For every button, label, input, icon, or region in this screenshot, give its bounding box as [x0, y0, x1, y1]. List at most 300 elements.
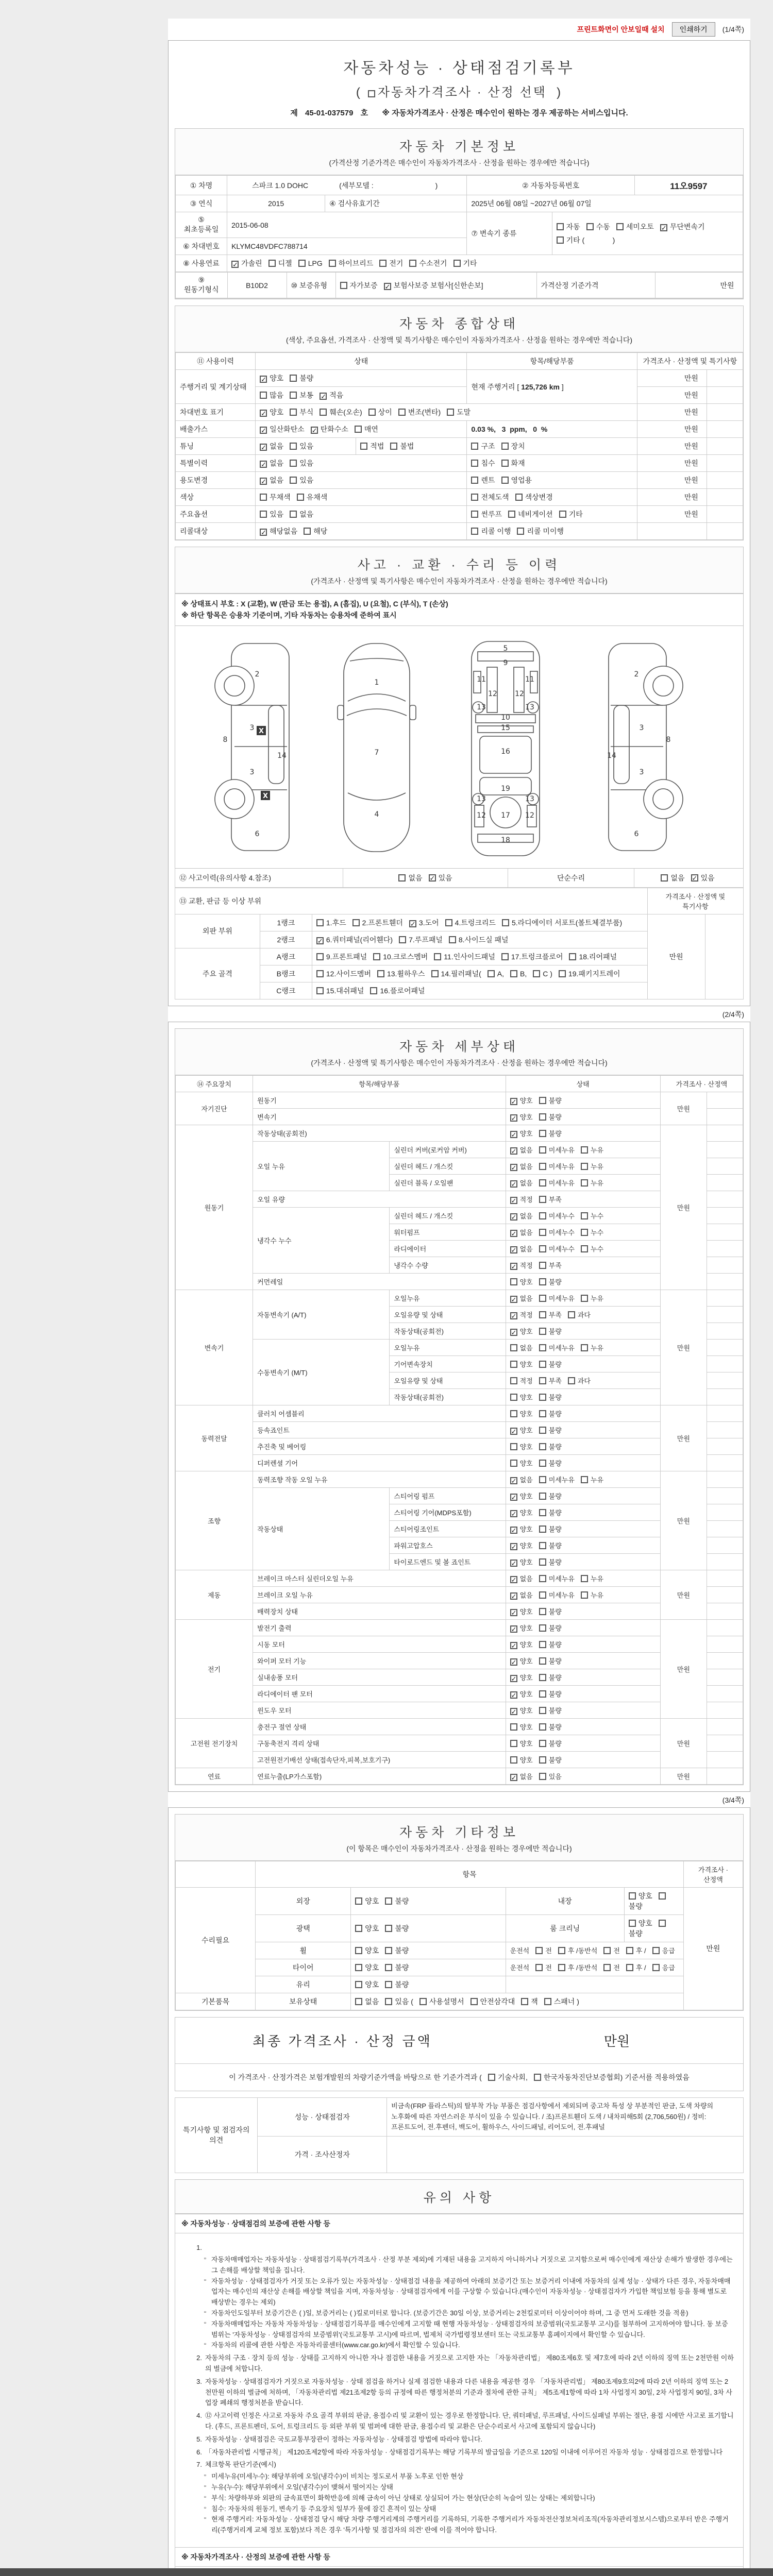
checkbox-unchecked[interactable] [431, 970, 439, 977]
price-blank-cell [707, 1323, 743, 1339]
panel-number: 5 [503, 644, 508, 653]
checkbox-unchecked[interactable] [626, 1964, 633, 1971]
option-label: 양호 [519, 1525, 533, 1533]
checkbox-unchecked[interactable] [398, 874, 406, 882]
checkbox-unchecked[interactable] [539, 1591, 546, 1599]
checkbox-checked[interactable]: ✓ [511, 1180, 517, 1188]
checkbox-checked[interactable]: ✓ [311, 427, 317, 434]
checkbox-unchecked[interactable] [539, 1460, 546, 1467]
checkbox-checked[interactable]: ✓ [511, 1493, 517, 1501]
checkbox-checked[interactable]: ✓ [692, 874, 698, 882]
option-label: 부족 [548, 1195, 562, 1204]
item-label: 윈도우 모터 [253, 1702, 506, 1718]
checkbox-unchecked[interactable] [298, 260, 306, 267]
checkbox-unchecked[interactable] [290, 511, 297, 518]
checkbox-unchecked[interactable] [434, 953, 441, 960]
checkbox-checked[interactable]: ✓ [511, 1477, 517, 1485]
checkbox-checked[interactable]: ✓ [261, 427, 267, 434]
checkbox-unchecked[interactable] [501, 460, 509, 467]
print-button[interactable]: 인쇄하기 [672, 22, 715, 37]
option-label: 많음 [270, 391, 284, 399]
item-label: 워터펌프 [390, 1224, 506, 1240]
checkbox-unchecked[interactable] [539, 1427, 546, 1434]
checkbox-unchecked[interactable] [290, 443, 297, 450]
checkbox-unchecked[interactable] [385, 1925, 392, 1932]
checkbox-unchecked[interactable] [290, 409, 297, 416]
checkbox-unchecked[interactable] [539, 1262, 546, 1269]
checkbox-unchecked[interactable] [502, 919, 509, 926]
checkbox-unchecked[interactable] [449, 936, 456, 943]
sub-group-label: 냉각수 누수 [253, 1207, 390, 1273]
checkbox-unchecked[interactable] [659, 1920, 666, 1927]
checkbox-checked[interactable]: ✓ [511, 1262, 517, 1270]
checkbox-unchecked[interactable] [581, 1245, 588, 1252]
checkbox-unchecked[interactable] [447, 409, 454, 416]
checkbox-unchecked[interactable] [355, 426, 362, 433]
fuel-options [227, 255, 743, 272]
checkbox-checked[interactable]: ✓ [511, 1674, 517, 1683]
checkbox-unchecked[interactable] [539, 1196, 546, 1203]
checkbox-unchecked[interactable] [539, 1493, 546, 1500]
final-price-note [175, 2064, 743, 2091]
checkbox-unchecked[interactable] [539, 1443, 546, 1450]
checkbox-unchecked[interactable] [501, 443, 509, 450]
item-label: 실린더 헤드 / 개스킷 [390, 1207, 506, 1224]
detail-status-table [175, 1075, 743, 1785]
checkbox-unchecked[interactable] [316, 919, 324, 926]
checkbox-checked[interactable]: ✓ [511, 1163, 517, 1172]
checkbox-unchecked[interactable] [510, 1723, 517, 1731]
checkbox-unchecked[interactable] [368, 409, 376, 416]
simple-repair-options [634, 869, 741, 887]
checkbox-unchecked[interactable] [304, 528, 311, 535]
checkbox-unchecked[interactable] [539, 1163, 546, 1170]
checkbox-unchecked[interactable] [471, 494, 478, 501]
checkbox-unchecked[interactable] [355, 1981, 362, 1988]
checkbox-unchecked[interactable] [320, 409, 327, 416]
color-price: 만원 [637, 489, 707, 506]
panel-number: 13 [525, 794, 534, 803]
checkbox-unchecked[interactable] [539, 1377, 546, 1384]
checkbox-checked[interactable]: ✓ [384, 282, 391, 291]
checkbox-unchecked[interactable] [568, 1311, 575, 1318]
checkbox-unchecked[interactable] [661, 874, 668, 882]
checkbox-unchecked[interactable] [471, 528, 478, 535]
checkbox-unchecked[interactable] [539, 1130, 546, 1137]
vin-mark-options [256, 404, 637, 421]
checkbox-unchecked[interactable] [355, 1925, 362, 1932]
checkbox-checked[interactable]: ✓ [511, 1229, 517, 1238]
checkbox-unchecked[interactable] [260, 511, 267, 518]
checkbox-unchecked[interactable] [581, 1229, 588, 1236]
emission-label: 배출가스 [176, 421, 256, 438]
checkbox-checked[interactable]: ✓ [511, 1246, 517, 1254]
checkbox-checked[interactable]: ✓ [232, 261, 238, 268]
item-label: 브레이크 오일 누유 [253, 1586, 506, 1603]
sub-group-label: 수동변속기 (M/T) [253, 1339, 390, 1405]
checkbox-unchecked[interactable] [377, 970, 384, 977]
checkbox-unchecked[interactable] [581, 1163, 588, 1170]
checkbox-unchecked[interactable] [510, 1740, 517, 1747]
checkbox-unchecked[interactable] [539, 1756, 546, 1764]
checkbox-unchecked[interactable] [569, 953, 576, 960]
checkbox-unchecked[interactable] [355, 1998, 362, 2005]
checkbox-unchecked[interactable] [316, 953, 324, 960]
checkbox-unchecked[interactable] [559, 511, 566, 518]
inspection-period-label: ④ 검사유효기간 [325, 195, 467, 212]
col-price: 가격조사 · 산정액 및 특기사항 [637, 353, 743, 370]
mileage-price-2: 만원 [637, 387, 707, 404]
checkbox-unchecked[interactable] [510, 1756, 517, 1764]
option-label: 양호 [519, 1129, 533, 1138]
checkbox-unchecked[interactable] [488, 970, 495, 977]
rank2-label: 2랭크 [260, 931, 312, 948]
panel-number: 2 [255, 670, 260, 679]
checkbox-checked[interactable]: ✓ [511, 1559, 517, 1567]
print-install-notice[interactable]: 프린트화면이 안보일때 설치 [577, 25, 665, 33]
checkbox-unchecked[interactable] [539, 1097, 546, 1104]
checkbox-unchecked[interactable] [558, 1947, 565, 1954]
section-note-detail: (가격조사 · 산정액 및 특기사항은 매수인이 자동차가격조사 · 산정을 원하는 경우에만 적습니다) [175, 1056, 743, 1075]
checkbox-unchecked[interactable] [385, 1998, 392, 2005]
checkbox-checked[interactable]: ✓ [511, 1773, 517, 1782]
checkbox-unchecked[interactable] [539, 1542, 546, 1549]
checkbox-checked[interactable]: ✓ [511, 1213, 517, 1221]
checkbox-unchecked[interactable] [539, 1245, 546, 1252]
option-label: 누유 [590, 1344, 604, 1352]
checkbox-unchecked[interactable] [290, 375, 297, 382]
checkbox-unchecked[interactable] [539, 1558, 546, 1566]
checkbox-unchecked[interactable] [539, 1723, 546, 1731]
checkbox-unchecked[interactable] [471, 443, 478, 450]
checkbox-unchecked[interactable] [539, 1179, 546, 1187]
checkbox-checked[interactable]: ✓ [511, 1147, 517, 1155]
checkbox-unchecked[interactable] [521, 1998, 528, 2005]
checkbox-unchecked[interactable] [297, 494, 304, 501]
checkbox-unchecked[interactable] [568, 1377, 575, 1384]
checkbox-unchecked[interactable] [539, 1509, 546, 1516]
checkbox-unchecked[interactable] [581, 1591, 588, 1599]
checkbox-unchecked[interactable] [515, 494, 523, 501]
tuning-options-3 [467, 438, 637, 455]
checkbox-unchecked[interactable] [398, 409, 406, 416]
other-info-table [175, 1861, 743, 2010]
checkbox-checked[interactable]: ✓ [511, 1526, 517, 1534]
item-label: 냉각수 수량 [390, 1257, 506, 1273]
checkbox-unchecked[interactable] [539, 1146, 546, 1154]
checkbox-checked[interactable]: ✓ [511, 1625, 517, 1633]
checkbox-unchecked[interactable] [316, 970, 324, 977]
item-label: 스티어링 기어(MDPS포함) [390, 1504, 506, 1520]
checkbox-unchecked[interactable] [355, 1897, 362, 1905]
notice-bullet-list [189, 2471, 734, 2536]
reg-number-value: 11오9597 [634, 176, 743, 195]
checkbox-unchecked[interactable] [340, 282, 347, 289]
checkbox-unchecked[interactable] [385, 1897, 392, 1905]
checkbox-unchecked[interactable] [360, 443, 367, 450]
checkbox-unchecked[interactable] [510, 1377, 517, 1384]
checkbox-unchecked[interactable] [539, 1526, 546, 1533]
checkbox-unchecked[interactable] [373, 953, 380, 960]
checkbox-unchecked[interactable] [539, 1690, 546, 1698]
checkbox-unchecked[interactable] [539, 1657, 546, 1665]
checkbox-unchecked[interactable] [539, 1295, 546, 1302]
checkbox-unchecked[interactable] [629, 1920, 636, 1927]
checkbox-unchecked[interactable] [370, 987, 377, 994]
rank1-options [312, 914, 647, 931]
vin-mark-label: 차대번호 표기 [176, 404, 256, 421]
section-title-detail: 자동차 세부상태 [175, 1029, 743, 1056]
checkbox-unchecked[interactable] [390, 443, 397, 450]
page-indicator-2: (2/4쪽) [722, 1010, 744, 1019]
checkbox-checked[interactable]: ✓ [261, 410, 267, 417]
checkbox-checked[interactable]: ✓ [261, 461, 267, 468]
option-label: 양호 [519, 1739, 533, 1748]
checkbox-unchecked[interactable] [586, 223, 594, 230]
checkbox-unchecked[interactable] [539, 1773, 546, 1780]
option-label: 동반석 [578, 1947, 598, 1955]
item-status-options [506, 1388, 660, 1405]
checkbox-unchecked[interactable] [544, 1998, 551, 2005]
checkbox-checked[interactable]: ✓ [317, 937, 323, 945]
base-price-label: 가격산정 기준가격 [536, 273, 655, 298]
checkbox-checked[interactable]: ✓ [511, 1328, 517, 1336]
final-price-title: 최종 가격조사 · 산정 금액 [253, 2033, 432, 2049]
item-label: 브레이크 마스터 실린더오일 누유 [253, 1570, 506, 1586]
checkbox-unchecked[interactable] [501, 477, 509, 484]
checkbox-unchecked[interactable] [557, 236, 564, 244]
item-status-options [506, 1405, 660, 1421]
checkbox-unchecked[interactable] [539, 1361, 546, 1368]
checkbox-unchecked[interactable] [488, 2074, 495, 2081]
option-label: 없음 [519, 1476, 533, 1484]
checkbox-unchecked[interactable] [471, 477, 478, 484]
checkbox-unchecked[interactable] [652, 1964, 660, 1971]
checkbox-unchecked[interactable] [501, 953, 509, 960]
item-status-options [506, 1636, 660, 1652]
checkbox-unchecked[interactable] [510, 1344, 517, 1351]
checkbox-unchecked[interactable] [510, 1394, 517, 1401]
panel-number: 1 [374, 678, 379, 687]
polish-options [351, 1914, 506, 1942]
notice-block-1-title: ※ 자동차성능 · 상태점검의 보증에 관한 사항 등 [175, 2214, 744, 2233]
checkbox-checked[interactable]: ✓ [321, 393, 327, 400]
checkbox-unchecked[interactable] [399, 936, 406, 943]
options-label: 주요옵션 [176, 506, 256, 523]
checkbox-unchecked[interactable] [290, 460, 297, 467]
checkbox-unchecked[interactable] [539, 1740, 546, 1747]
checkbox-unchecked[interactable] [629, 1892, 636, 1900]
usage-options-1 [256, 472, 467, 489]
final-price-unit: 만원 [603, 2033, 630, 2049]
checkbox-unchecked[interactable] [559, 970, 566, 977]
checkbox-unchecked[interactable] [539, 1278, 546, 1285]
checkbox-checked[interactable]: ✓ [511, 1575, 517, 1584]
checkbox-checked[interactable]: ✓ [261, 529, 267, 536]
checkbox-unchecked[interactable] [385, 1964, 392, 1971]
checkbox-unchecked[interactable] [517, 528, 524, 535]
detail-row [176, 1438, 743, 1454]
checkbox-checked[interactable]: ✓ [511, 1608, 517, 1617]
checkbox-unchecked[interactable] [510, 1278, 517, 1285]
checkbox-unchecked[interactable] [471, 460, 478, 467]
option-label: 누유 [590, 1591, 604, 1599]
special-label: 특별이력 [176, 455, 256, 472]
checkbox-unchecked[interactable] [316, 987, 324, 994]
page-1 [168, 40, 750, 1006]
checkbox-checked[interactable]: ✓ [261, 444, 267, 451]
checkbox-unchecked[interactable] [539, 1608, 546, 1615]
checkbox-unchecked[interactable] [534, 2074, 541, 2081]
checkbox-checked[interactable]: ✓ [511, 1295, 517, 1303]
fuel-label: ⑧ 사용연료 [176, 255, 227, 272]
checkbox-unchecked[interactable] [355, 1947, 362, 1954]
group-price: 만원 [660, 1125, 707, 1290]
checkbox-unchecked[interactable] [329, 260, 336, 267]
checkbox-checked[interactable]: ✓ [511, 1707, 517, 1716]
item-status-options [506, 1240, 660, 1257]
checkbox-unchecked[interactable] [539, 1328, 546, 1335]
checkbox-unchecked[interactable] [470, 1998, 478, 2005]
checkbox-unchecked[interactable] [510, 1443, 517, 1450]
checkbox-unchecked[interactable] [652, 1947, 660, 1954]
detail-row [176, 1273, 743, 1290]
item-status-options [506, 1224, 660, 1240]
wheel-position-options [506, 1942, 683, 1959]
exchange-table [175, 888, 744, 999]
checkbox-unchecked[interactable] [539, 1476, 546, 1483]
checkbox-unchecked[interactable] [409, 260, 416, 267]
checkbox-unchecked[interactable] [539, 1575, 546, 1582]
checkbox-unchecked[interactable] [581, 1179, 588, 1187]
checkbox-unchecked[interactable] [539, 1641, 546, 1648]
checkbox-unchecked[interactable] [508, 511, 515, 518]
checkbox-unchecked[interactable] [535, 1964, 543, 1971]
checkbox-unchecked[interactable] [581, 1212, 588, 1219]
checkbox-unchecked[interactable] [471, 511, 478, 518]
checkbox-unchecked[interactable] [581, 1146, 588, 1154]
checkbox-checked[interactable]: ✓ [511, 1691, 517, 1699]
checkbox-unchecked[interactable] [510, 1410, 517, 1417]
option-label: 미세누유 [548, 1476, 575, 1484]
checkbox-checked[interactable]: ✓ [511, 1427, 517, 1435]
checkbox-unchecked[interactable] [581, 1575, 588, 1582]
checkbox-checked[interactable]: ✓ [410, 920, 416, 928]
tire-label: 타이어 [256, 1959, 351, 1976]
checkbox-checked[interactable]: ✓ [511, 1114, 517, 1122]
checkbox-unchecked[interactable] [539, 1394, 546, 1401]
checkbox-unchecked[interactable] [557, 223, 564, 230]
checkbox-unchecked[interactable] [290, 477, 297, 484]
option-label: 과다 [577, 1311, 591, 1319]
option-label: 사용설명서 [429, 1997, 464, 2006]
checkbox-unchecked[interactable] [626, 1947, 633, 1954]
checkbox-unchecked[interactable] [510, 970, 517, 977]
checkbox-unchecked[interactable] [539, 1410, 546, 1417]
checkbox-checked[interactable]: ✓ [511, 1097, 517, 1106]
checkbox-unchecked[interactable] [581, 1344, 588, 1351]
section-title-overall: 자동차 종합상태 [175, 306, 743, 333]
usage-label: 용도변경 [176, 472, 256, 489]
checkbox-checked[interactable]: ✓ [511, 1641, 517, 1650]
checkbox-checked[interactable]: ✓ [429, 874, 435, 882]
item-label: 실내송풍 모터 [253, 1669, 506, 1685]
checkbox-checked[interactable]: ✓ [261, 478, 267, 485]
checkbox-unchecked[interactable] [539, 1212, 546, 1219]
checkbox-unchecked[interactable] [260, 494, 267, 501]
checkbox-unchecked[interactable] [535, 1947, 543, 1954]
checkbox-checked[interactable]: ✓ [511, 1196, 517, 1205]
option-label: 누유 [590, 1294, 604, 1302]
item-status-options [506, 1323, 660, 1339]
checkbox-unchecked[interactable] [419, 1998, 427, 2005]
checkbox-unchecked[interactable] [659, 1892, 666, 1900]
doc-title: 자동차성능 · 상태점검기록부 [343, 60, 575, 77]
option-label: 후 / [567, 1964, 578, 1972]
opinion-row-inspector [175, 2097, 744, 2136]
checkbox-checked[interactable]: ✓ [511, 1543, 517, 1551]
checkbox-unchecked[interactable] [368, 90, 375, 97]
option-label: 10.크로스멤버 [383, 952, 428, 961]
price-blank-cell [707, 1603, 743, 1619]
checkbox-unchecked[interactable] [558, 1964, 565, 1971]
checkbox-checked[interactable]: ✓ [511, 1510, 517, 1518]
checkbox-unchecked[interactable] [603, 1947, 611, 1954]
option-label: 유채색 [306, 493, 328, 501]
checkbox-checked[interactable]: ✓ [661, 224, 667, 232]
checkbox-unchecked[interactable] [539, 1229, 546, 1236]
checkbox-unchecked[interactable] [290, 392, 297, 399]
inspector-opinion-text: 비금속(FRP 플라스틱)의 탈부착 가능 부품은 점검사항에서 제외되며 중고차 특성 상 부분적인 판금, 도색 차량의 노후화에 따른 자연스러운 부식이 있을 수 있습니다. / 조)프론트휀더 도색 / 내차피해5회 (2,706,560원) / 정비:프론트도어, 전.후펜더, 백도어, 휠하우스, 사이드패널, 리어도어, 전.후패널 [387, 2097, 744, 2136]
checkbox-checked[interactable]: ✓ [511, 1130, 517, 1139]
checkbox-unchecked[interactable] [510, 1361, 517, 1368]
simple-repair-label: 단순수리 [508, 869, 634, 887]
option-label: 양호 [519, 1459, 533, 1467]
checkbox-unchecked[interactable] [268, 260, 276, 267]
checkbox-unchecked[interactable] [533, 970, 540, 977]
checkbox-unchecked[interactable] [453, 260, 461, 267]
checkbox-checked[interactable]: ✓ [261, 376, 267, 383]
checkbox-unchecked[interactable] [510, 1460, 517, 1467]
checkbox-unchecked[interactable] [539, 1674, 546, 1681]
checkbox-unchecked[interactable] [445, 919, 452, 926]
checkbox-checked[interactable]: ✓ [511, 1592, 517, 1600]
checkbox-checked[interactable]: ✓ [511, 1312, 517, 1320]
option-label: 불량 [548, 1360, 562, 1368]
checkbox-unchecked[interactable] [539, 1113, 546, 1121]
notice-bullet: ▫ 자동차성능 · 상태점검자가 거짓 또는 오류가 있는 자동차성능 · 상태점검 내용을 제공하여 아래의 보증기간 또는 보증거리 이내에 자동차의 실제 성능 · 상태가 다른 경우, 자동차매매업자는 매수인의 재산상 손해를 배상할 책임을 지며, 자동차성능 · 상태점검자에게 이를 구상할 수 있습니다.(매수인이 자동차성능 · 상태점검자가 가입한 책임보험 등을 통해 별도로 배상받는 경우는 제외) [204, 2276, 734, 2308]
checkbox-unchecked[interactable] [260, 392, 267, 399]
usage-price: 만원 [637, 472, 707, 489]
checkbox-unchecked[interactable] [539, 1707, 546, 1714]
checkbox-unchecked[interactable] [539, 1344, 546, 1351]
inspector-opinion-label: 성능 · 상태점검자 [258, 2097, 387, 2136]
notice-item [189, 2447, 734, 2458]
checkbox-unchecked[interactable] [385, 1947, 392, 1954]
checkbox-unchecked[interactable] [581, 1295, 588, 1302]
notice-item-text: 「자동차관리법 시행규칙」 제120조제2항에 따라 자동차성능 · 상태점검기록부는 해당 기록부의 발급일을 기준으로 120일 이내에 이루어진 자동차 성능 · 상태점검으로 한정합니다 [205, 2448, 723, 2456]
checkbox-checked[interactable]: ✓ [511, 1658, 517, 1666]
checkbox-unchecked[interactable] [379, 260, 386, 267]
checkbox-unchecked[interactable] [385, 1981, 392, 1988]
checkbox-unchecked[interactable] [603, 1964, 611, 1971]
checkbox-unchecked[interactable] [539, 1624, 546, 1632]
checkbox-unchecked[interactable] [355, 1964, 362, 1971]
checkbox-unchecked[interactable] [616, 223, 624, 230]
checkbox-unchecked[interactable] [581, 1476, 588, 1483]
checkbox-unchecked[interactable] [539, 1311, 546, 1318]
checkbox-unchecked[interactable] [352, 919, 360, 926]
